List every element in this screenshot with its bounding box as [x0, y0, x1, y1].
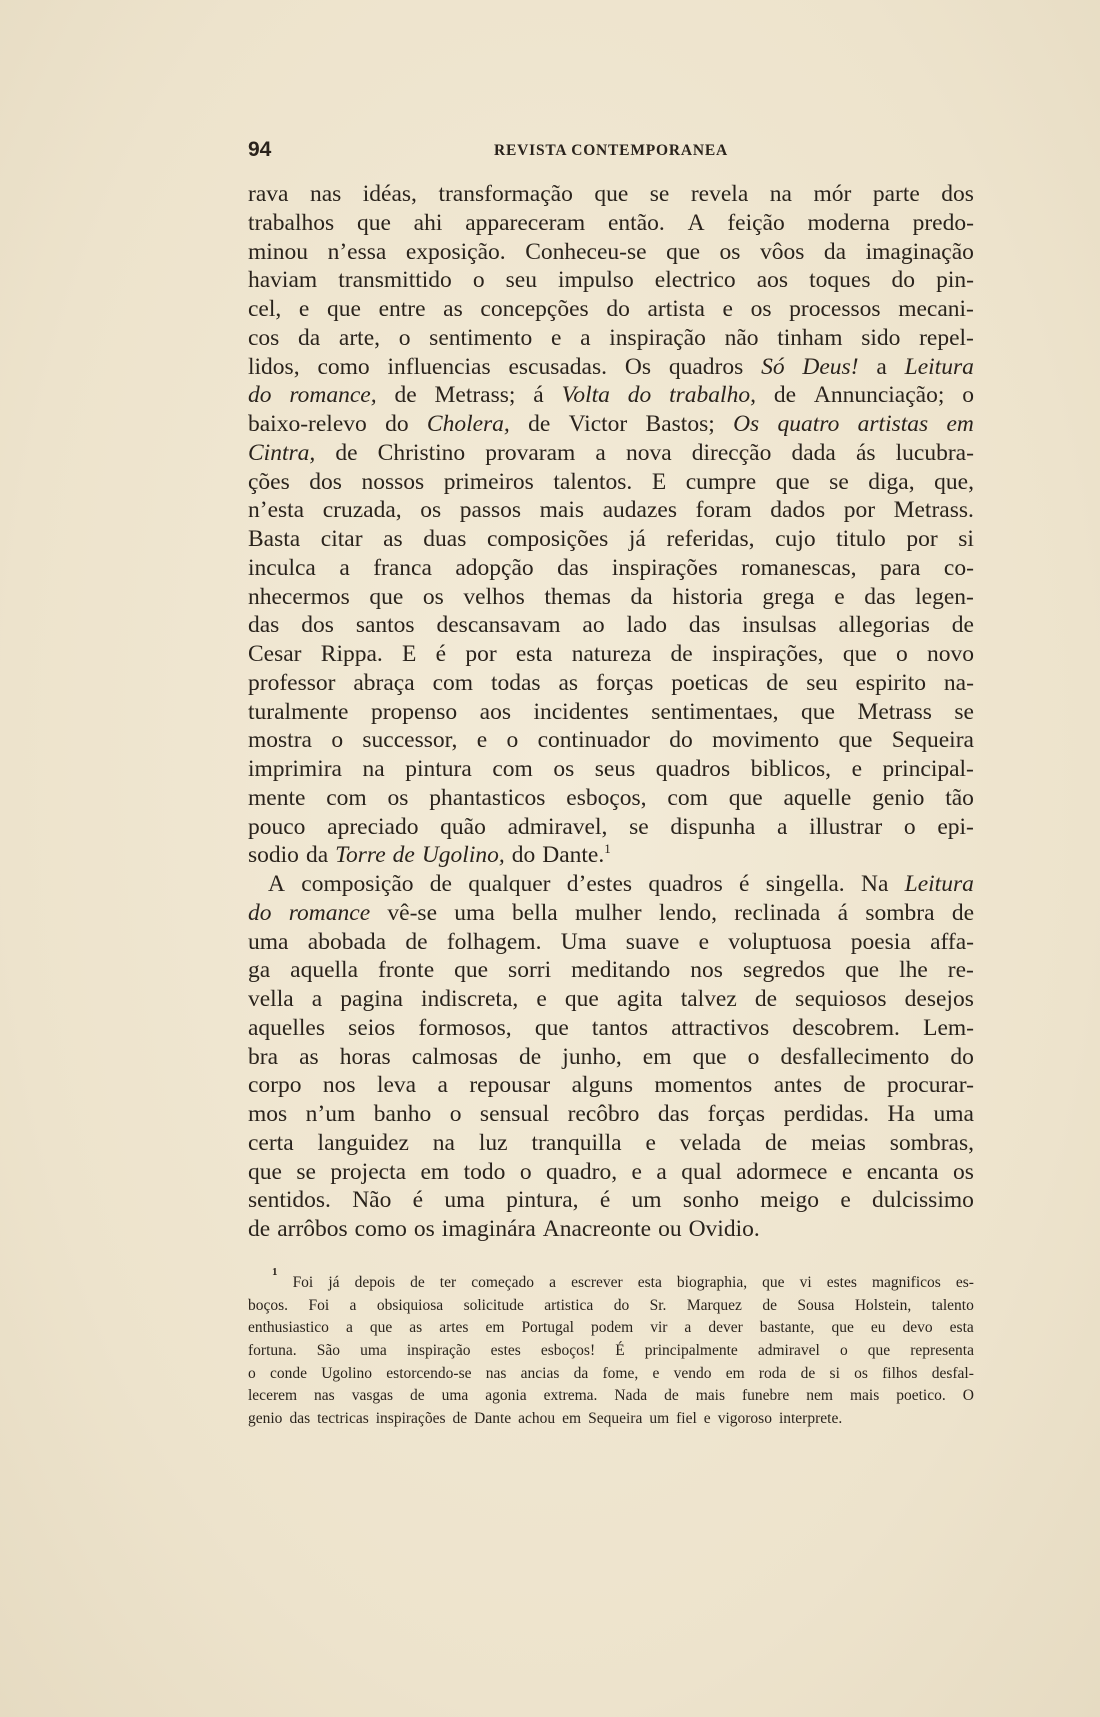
body-line: bra as horas calmosas de junho, em que o desfallecimento do — [248, 1043, 974, 1070]
body-line: do romance vê-se uma bella mulher lendo, reclinada á sombra de — [248, 899, 974, 926]
body-line: trabalhos que ahi appareceram então. A feição moderna predo- — [248, 209, 974, 236]
footnote-line: genio das tectricas inspirações de Dante achou em Sequeira um fiel e vigoroso interprete. — [248, 1410, 843, 1428]
footnote-line: boços. Foi a obsiquiosa solicitude artistica do Sr. Marquez de Sousa Holstein, talento — [248, 1296, 974, 1314]
footnote — [248, 1266, 974, 1431]
body-line: haviam transmittido o seu impulso electrico aos toques do pin- — [248, 267, 974, 294]
footnote-line: fortuna. São uma inspiração estes esboços! É principalmente admiravel o que representa — [248, 1342, 974, 1360]
body-line: sentidos. Não é uma pintura, é um sonho meigo e dulcissimo — [248, 1187, 974, 1214]
body-line: mostra o successor, e o continuador do movimento que Sequeira — [248, 727, 974, 754]
body-line: imprimira na pintura com os seus quadros biblicos, e principal- — [248, 756, 974, 782]
body-line: ções dos nossos primeiros talentos. E cumpre que se diga, que, — [248, 468, 974, 495]
body-line: do romance, de Metrass; á Volta do trabalho, de Annunciação; o — [248, 382, 974, 409]
body-line: pouco apreciado quão admiravel, se dispunha a illustrar o epi- — [248, 813, 974, 840]
footnote-line: 1 Foi já depois de ter começado a escrever esta biographia, que vi estes magnificos es- — [248, 1272, 974, 1295]
footnote-line: o conde Ugolino estorcendo-se nas ancias da fome, e vendo em roda de si os filhos desfal- — [248, 1364, 974, 1382]
body-line: A composição de qualquer d’estes quadros é singella. Na Leitura — [268, 871, 974, 897]
body-line: de arrôbos como os imaginára Anacreonte ou Ovidio. — [248, 1216, 760, 1242]
body-line: Basta citar as duas composições já referidas, cujo titulo por si — [248, 526, 974, 552]
body-line: sodio da Torre de Ugolino, do Dante.1 — [248, 841, 611, 869]
body-line: Cesar Rippa. E é por esta natureza de inspirações, que o novo — [248, 641, 974, 667]
body-line: nhecermos que os velhos themas da historia grega e das legen- — [248, 583, 974, 610]
page-number: 94 — [248, 138, 272, 161]
body-line: Cintra, de Christino provaram a nova direcção dada ás lucubra- — [248, 439, 974, 466]
body-line: cos da arte, o sentimento e a inspiração não tinham sido repel- — [248, 324, 974, 351]
footnote-marker: 1 — [272, 1266, 278, 1278]
body-text — [248, 180, 974, 1244]
body-line: lidos, como influencias escusadas. Os quadros Só Deus! a Leitura — [248, 353, 974, 380]
body-line: rava nas idéas, transformação que se revela na mór parte dos — [248, 181, 974, 207]
body-line: das dos santos descansavam ao lado das insulsas allegorias de — [248, 612, 974, 639]
body-line: turalmente propenso aos incidentes sentimentaes, que Metrass se — [248, 698, 974, 725]
body-line: certa languidez na luz tranquilla e velada de meias sombras, — [248, 1129, 974, 1156]
footnote-line: enthusiastico a que as artes em Portugal podem vir a dever bastante, que eu devo esta — [248, 1319, 974, 1337]
body-line: aquelles seios formosos, que tantos attractivos descobrem. Lem- — [248, 1014, 974, 1041]
body-line: corpo nos leva a repousar alguns momentos antes de procurar- — [248, 1072, 974, 1099]
body-line: que se projecta em todo o quadro, e a qual adormece e encanta os — [248, 1158, 974, 1185]
footnote-line: lecerem nas vasgas de uma agonia extrema. Nada de mais funebre nem mais poetico. O — [248, 1387, 974, 1405]
running-head: REVISTA CONTEMPORANEA — [494, 142, 728, 159]
body-line: n’esta cruzada, os passos mais audazes foram dados por Metrass. — [248, 497, 974, 524]
body-line: uma abobada de folhagem. Uma suave e voluptuosa poesia affa- — [248, 928, 974, 955]
body-line: mos n’um banho o sensual recôbro das forças perdidas. Ha uma — [248, 1101, 974, 1127]
body-line: ga aquella fronte que sorri meditando nos segredos que lhe re- — [248, 957, 974, 984]
body-line: inculca a franca adopção das inspirações romanescas, para co- — [248, 554, 974, 581]
body-line: mente com os phantasticos esboços, com que aquelle genio tão — [248, 784, 974, 811]
body-line: cel, e que entre as concepções do artista e os processos mecani- — [248, 296, 974, 322]
body-line: vella a pagina indiscreta, e que agita talvez de sequiosos desejos — [248, 986, 974, 1012]
body-line: professor abraça com todas as forças poeticas de seu espirito na- — [248, 669, 974, 696]
page-header — [248, 138, 974, 168]
body-line: baixo-relevo do Cholera, de Victor Bastos; Os quatro artistas em — [248, 411, 974, 437]
body-line: minou n’essa exposição. Conheceu-se que os vôos da imaginação — [248, 238, 974, 265]
